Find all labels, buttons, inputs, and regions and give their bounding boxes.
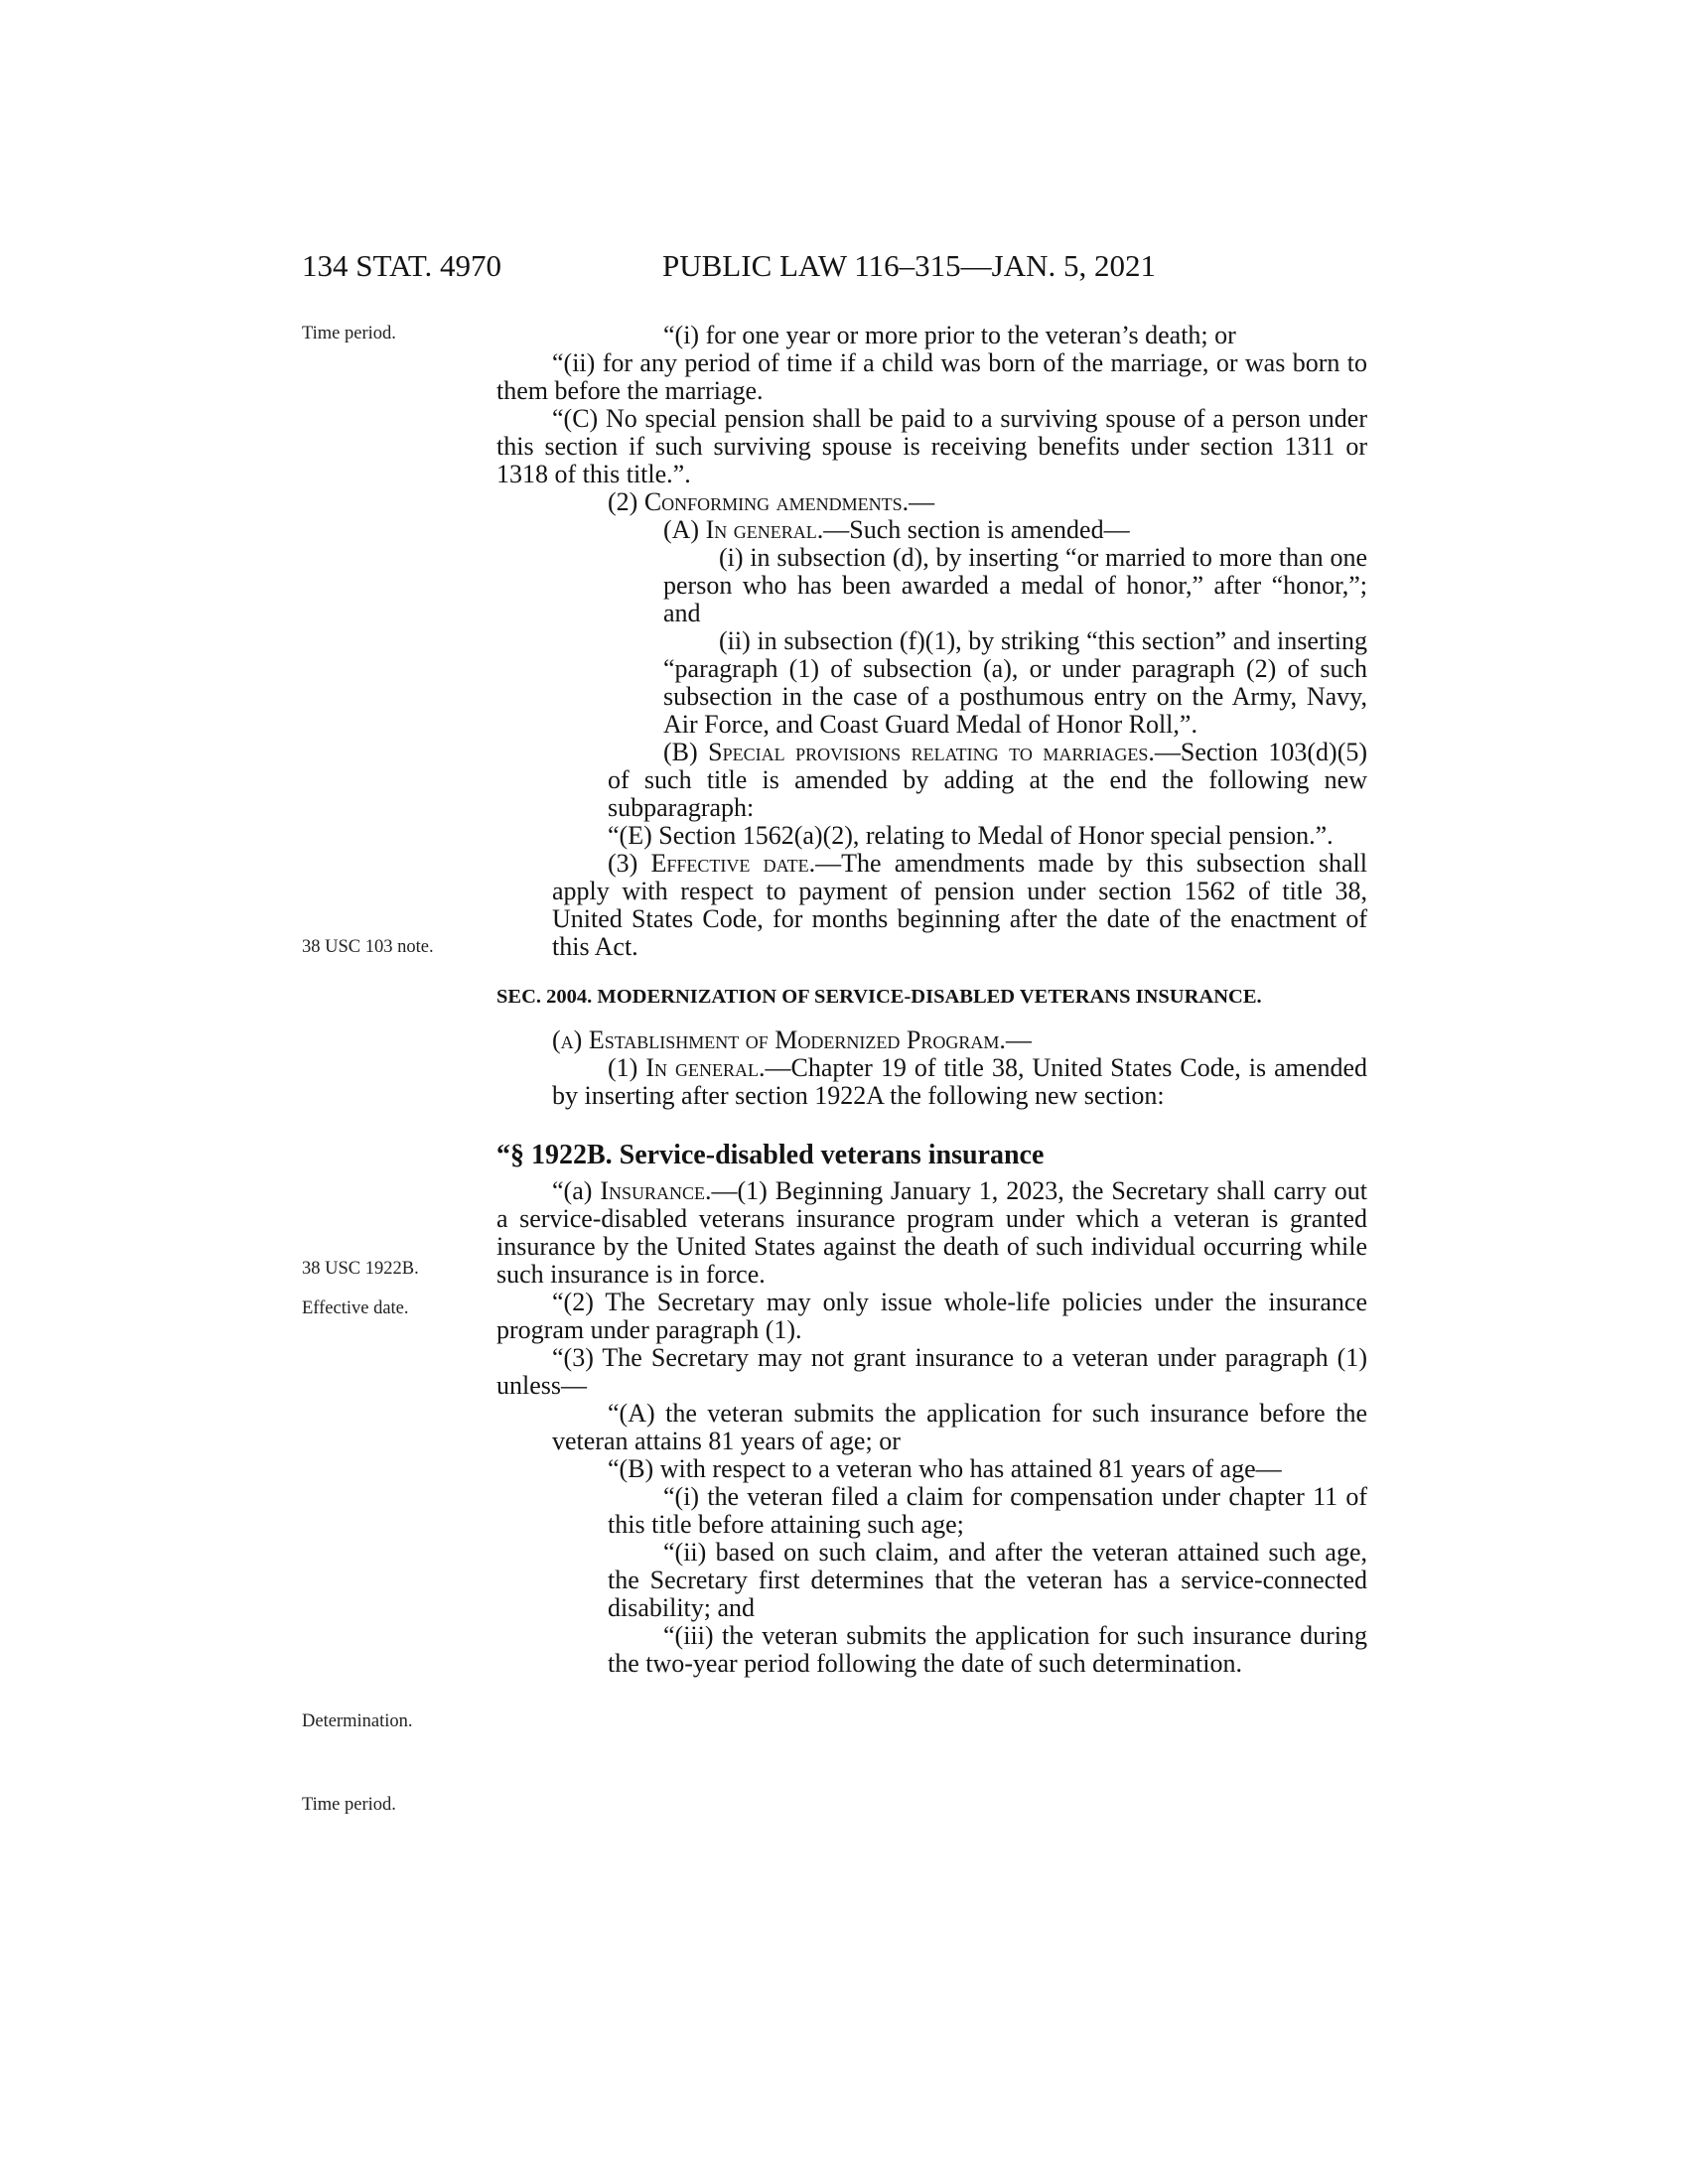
subparagraph-e: [496, 822, 1367, 850]
margin-note-time-period-2: Time period.: [302, 1795, 396, 1815]
paragraph-text: Such section is amended—: [849, 515, 1130, 544]
running-head: PUBLIC LAW 116–315—JAN. 5, 2021: [662, 248, 1156, 283]
paragraph-text: Chapter 19 of title 38, United States Code, is amended by inserting after section 1922A the following new section:: [552, 1053, 1367, 1110]
paragraph-text: “(E) Section 1562(a)(2), relating to Medal of Honor special pension.”.: [608, 821, 1334, 850]
margin-note-effective-date: Effective date.: [302, 1298, 409, 1318]
paragraph-text: “(C) No special pension shall be paid to a surviving spouse of a person under this section if such surviving spouse is receiving benefits under section 1311 or 1318 of this title.”.: [496, 404, 1367, 488]
main-text: [496, 322, 1367, 1678]
section-heading: SEC. 2004. MODERNIZATION OF SERVICE-DISABLED VETERANS INSURANCE.: [496, 986, 1262, 1008]
clause-i-one-year: [496, 322, 1367, 349]
paragraph-text: “(ii) for any period of time if a child was born of the marriage, or was born to them before the marriage.: [496, 348, 1367, 405]
paragraph-heading: Insurance.: [600, 1176, 712, 1205]
paragraph-text: “(3) The Secretary may not grant insurance to a veteran under paragraph (1) unless—: [496, 1343, 1367, 1400]
paragraph-text: “(2) The Secretary may only issue whole-life policies under the insurance program under paragraph (1).: [496, 1288, 1367, 1344]
paragraph-heading: (a) Establishment of Modernized Program.—: [552, 1025, 1032, 1054]
paragraph-text: Section 103(d)(5) of such title is amended by adding at the end the following new subparagraph:: [608, 738, 1368, 822]
paragraph-text: (i) in subsection (d), by inserting “or married to more than one person who has been awarded a medal of honor,” after “honor,”; and: [663, 543, 1367, 627]
margin-note-determination: Determination.: [302, 1711, 413, 1731]
subparagraph-a-application: [496, 1400, 1367, 1455]
clause-i-subsection-d: [496, 544, 1367, 627]
clause-ii-child-born: [496, 349, 1367, 405]
clause-ii-determination: [496, 1539, 1367, 1622]
subparagraph-b-marriages: [496, 739, 1367, 822]
paragraph-heading: (3) Effective date.—: [608, 849, 842, 878]
clause-i-claim: [496, 1483, 1367, 1539]
subparagraph-c: [496, 405, 1367, 488]
clause-ii-subsection-f: [496, 627, 1367, 739]
conforming-amendments-heading: [496, 488, 1367, 516]
paragraph-text: “(i) the veteran filed a claim for compensation under chapter 11 of this title before attaining such age;: [608, 1482, 1367, 1539]
paragraph-text: “(i) for one year or more prior to the veteran’s death; or: [663, 321, 1236, 349]
in-general-paragraph: [496, 1054, 1367, 1110]
paragraph-text: —(1) Beginning January 1, 2023, the Secretary shall carry out a service-disabled veterans insurance program under which a veteran is granted insurance by the United States against the death of such individual occurring while such insurance is in force.: [496, 1176, 1367, 1289]
subparagraph-a-in-general: [496, 516, 1367, 544]
paragraph-heading: (B) Special provisions relating to marriages.—: [663, 738, 1181, 766]
paragraph-text: (ii) in subsection (f)(1), by striking “this section” and inserting “paragraph (1) of subsection (a), or under paragraph (2) of such subsection in the case of a posthumous entry on the Army, Navy, Air Force, and Coast Guard Medal of Honor Roll,”.: [663, 626, 1367, 739]
subsection-heading: “§ 1922B. Service-disabled veterans insurance: [496, 1140, 1045, 1170]
paragraph-heading: (1) In general.—: [608, 1053, 791, 1082]
paragraph-heading: (A) In general.—: [663, 515, 850, 544]
paragraph-text: The amendments made by this subsection shall apply with respect to payment of pension under section 1562 of title 38, United States Code, for months beginning after the date of the enactment of this Act.: [552, 849, 1367, 961]
paragraph-text: “(A) the veteran submits the application for such insurance before the veteran attains 81 years of age; or: [552, 1399, 1367, 1455]
margin-note-time-period: Time period.: [302, 324, 396, 343]
margin-note-usc-103-note: 38 USC 103 note.: [302, 937, 434, 957]
paragraph-text: “(B) with respect to a veteran who has attained 81 years of age—: [608, 1454, 1282, 1483]
insurance-paragraph: [496, 1177, 1367, 1289]
paragraph-3: [496, 1344, 1367, 1400]
paragraph-text: “(iii) the veteran submits the application for such insurance during the two-year period following the date of such determination.: [608, 1621, 1367, 1678]
subparagraph-b-attained-81: [496, 1455, 1367, 1483]
paragraph-text: “(ii) based on such claim, and after the veteran attained such age, the Secretary first determines that the veteran has a service-connected disability; and: [608, 1538, 1367, 1622]
effective-date-paragraph: [496, 850, 1367, 961]
paragraph-2: [496, 1289, 1367, 1344]
establishment-heading: [496, 1026, 1367, 1054]
page-reference: 134 STAT. 4970: [302, 248, 502, 283]
paragraph-text: “(a): [552, 1176, 601, 1205]
paragraph-heading: (2) Conforming amendments.—: [608, 487, 935, 516]
clause-iii-application: [496, 1622, 1367, 1678]
margin-note-usc-1922b: 38 USC 1922B.: [302, 1259, 419, 1279]
